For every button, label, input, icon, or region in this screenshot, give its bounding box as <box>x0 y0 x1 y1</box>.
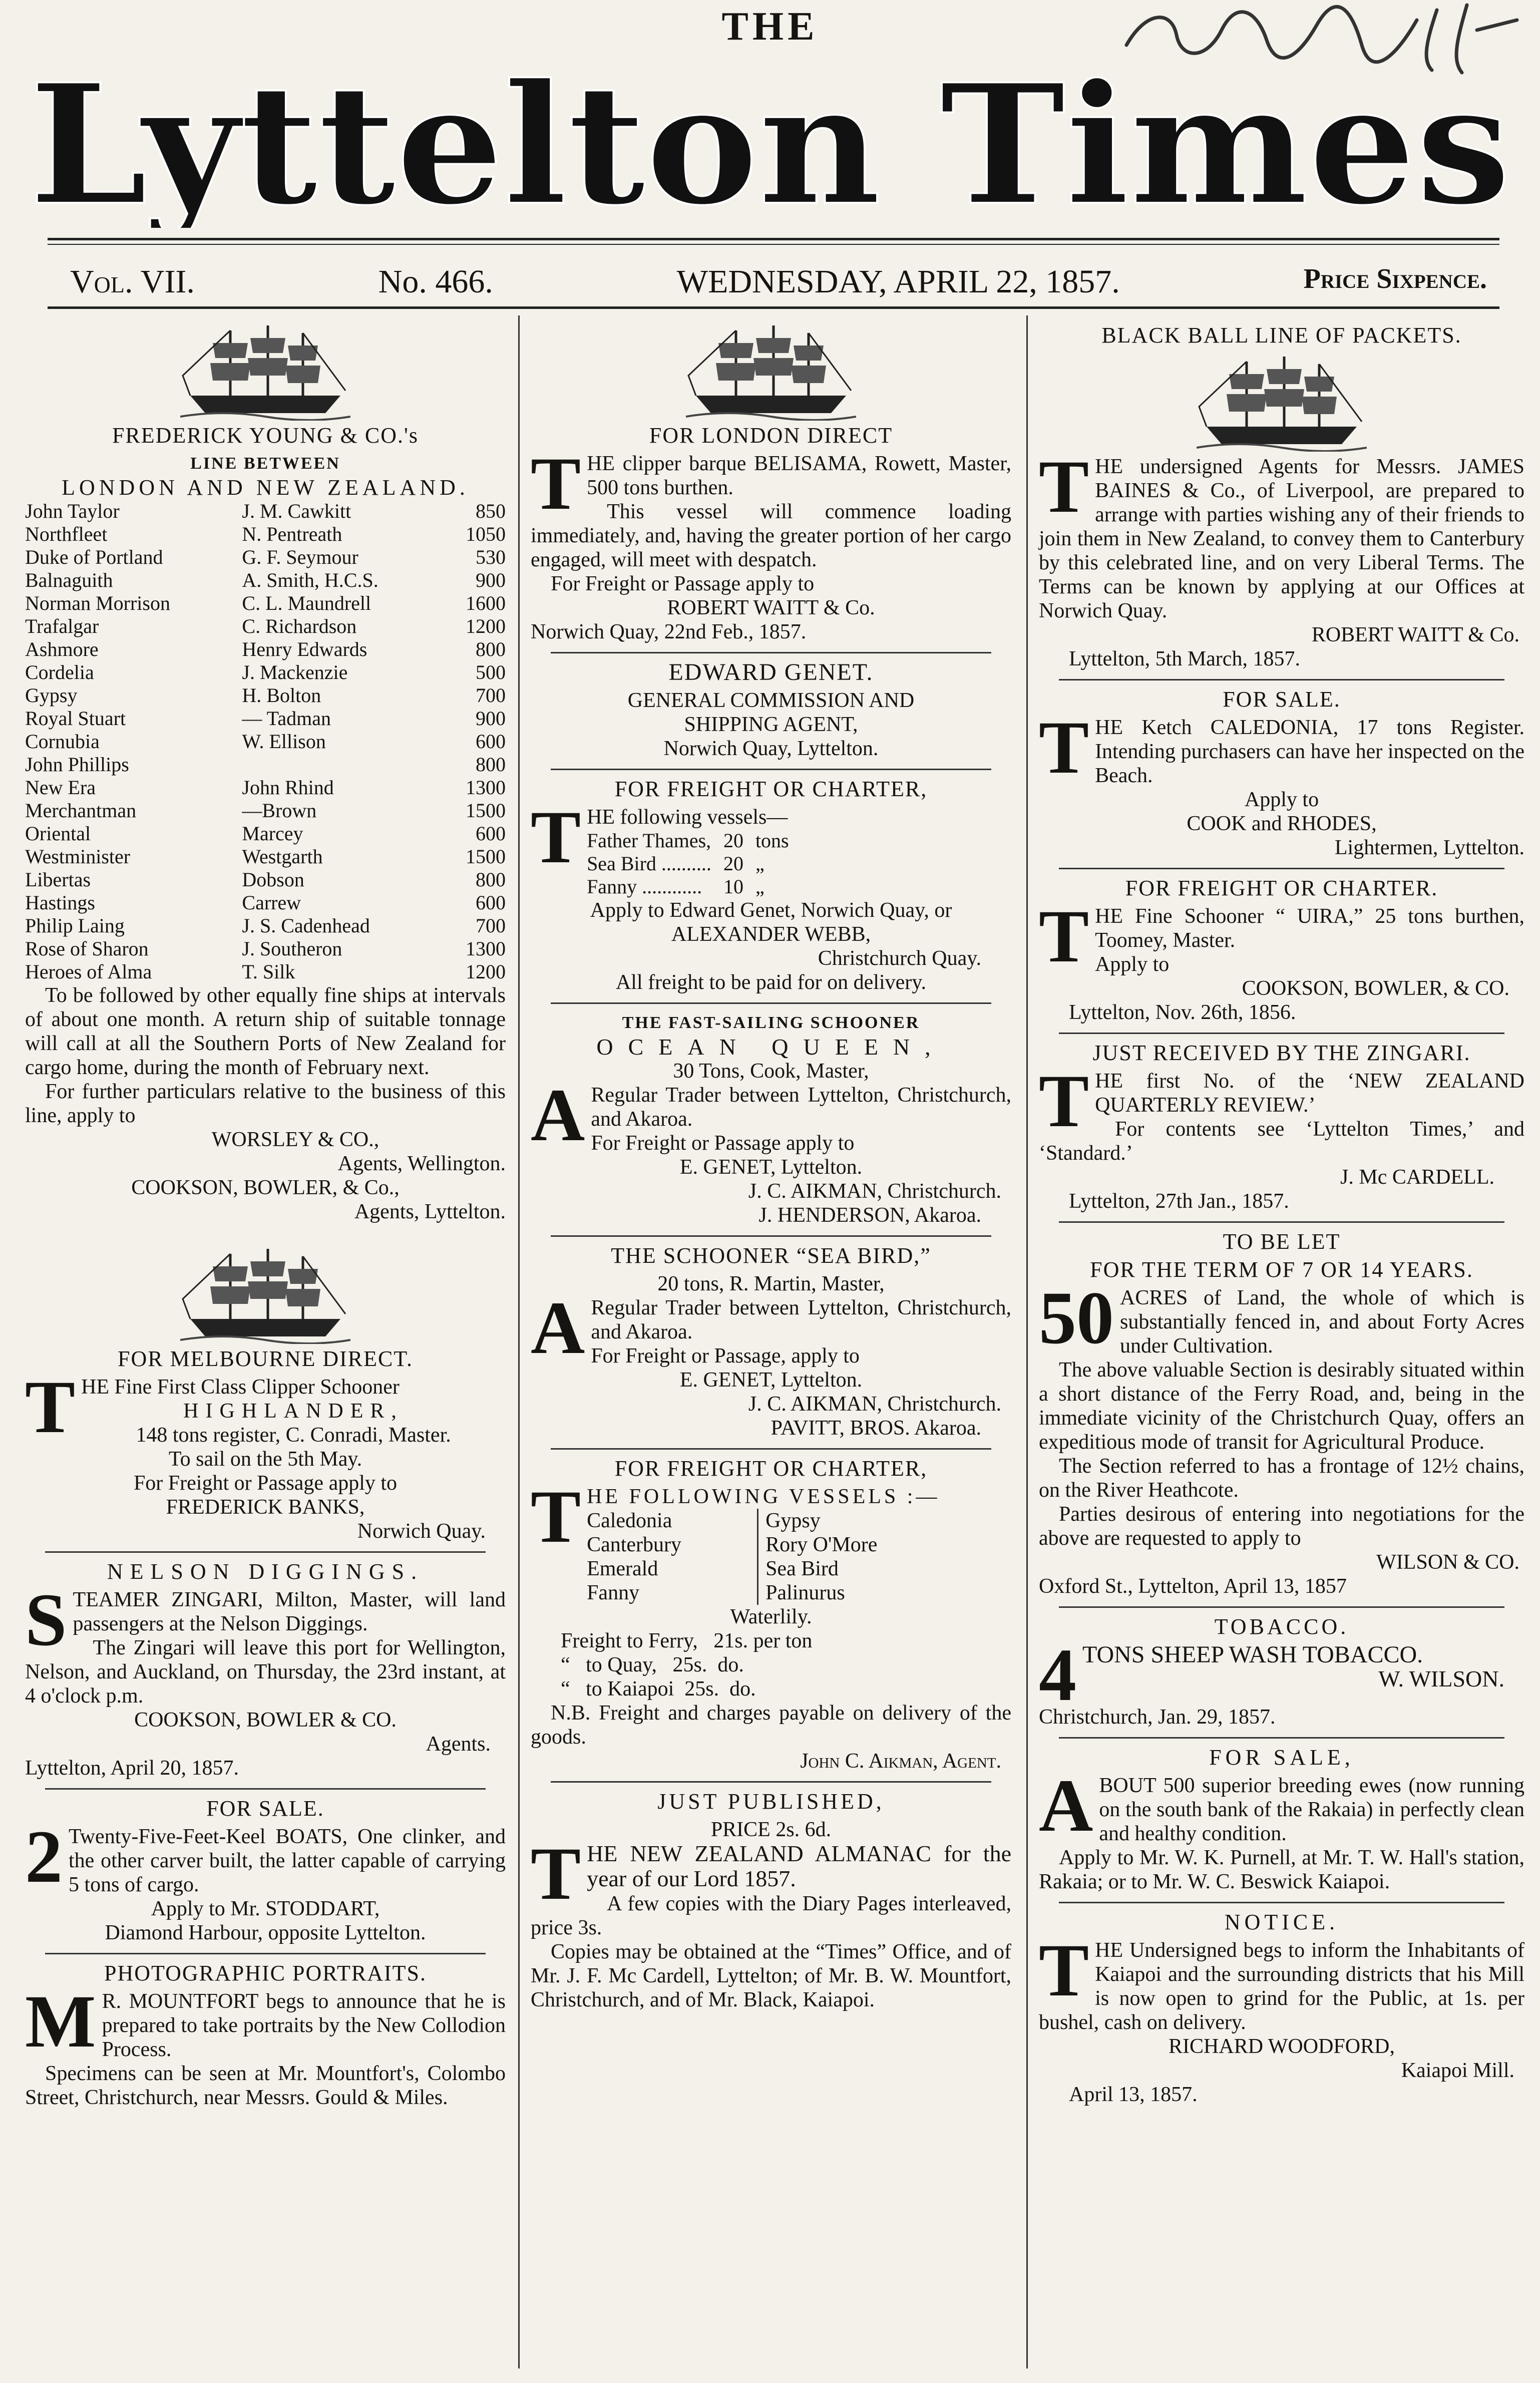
issue-date: WEDNESDAY, APRIL 22, 1857. <box>676 263 1120 300</box>
ship-row <box>25 753 506 776</box>
gen-name: EDWARD GENET. <box>668 659 874 686</box>
let-sub: FOR THE TERM OF 7 OR 14 YEARS. <box>1090 1257 1473 1282</box>
ship-name: Hastings <box>25 891 95 914</box>
fy-ship-table <box>25 500 506 983</box>
ship-name: Libertas <box>25 868 91 891</box>
gen-l2: SHIPPING AGENT, <box>684 713 858 736</box>
lon-p1: HE clipper barque BELISAMA, Rowett, Master, 500 tons burthen. <box>587 452 1011 499</box>
fr2-agent: John C. Aikman, Agent. <box>800 1750 1001 1773</box>
ship-tons: 700 <box>476 684 506 707</box>
let-p4: Parties desirous of entering into negotiations for the above are requested to apply to <box>1039 1503 1524 1550</box>
fr2-l0: HE FOLLOWING VESSELS :— <box>587 1485 940 1508</box>
fr1-agent: ALEXANDER WEBB, <box>671 923 871 946</box>
fr2-drop-cap: T <box>531 1475 581 1558</box>
vessel-cell: „ <box>755 852 764 875</box>
mel-addr: Norwich Quay. <box>357 1520 486 1543</box>
fy-agent-1: WORSLEY & CO., <box>211 1128 379 1151</box>
oq-pre: THE FAST-SAILING SCHOONER <box>622 1013 920 1032</box>
sale-title: FOR SALE. <box>206 1796 324 1821</box>
freight-rate: “ to Quay, 25s. do. <box>561 1653 744 1676</box>
ship-name: Heroes of Alma <box>25 960 152 983</box>
sale-p1: Twenty-Five-Feet-Keel BOATS, One clinker, and the other carver built, the latter capable of carrying 5 tons of cargo. <box>69 1825 506 1896</box>
fr2-title: FOR FREIGHT OR CHARTER, <box>614 1456 928 1481</box>
ship-name: Duke of Portland <box>25 546 163 568</box>
ship-row <box>25 845 506 868</box>
nel-role: Agents. <box>426 1733 491 1756</box>
ship-master: C. Richardson <box>242 615 357 637</box>
photo-drop-cap: M <box>25 1980 96 2063</box>
notice-drop-cap: T <box>1039 1929 1089 2012</box>
sb-a3: PAVITT, BROS. Akaroa. <box>771 1417 981 1440</box>
ship-tons: 800 <box>476 753 506 776</box>
freight-rate: “ to Kaiapoi 25s. do. <box>561 1677 756 1700</box>
nel-p2: The Zingari will leave this port for Wellington, Nelson, and Auckland, on Thursday, the 23rd instant, at 4 o'clock p.m. <box>25 1636 506 1708</box>
ship-master: Dobson <box>242 868 304 891</box>
sale-a1: Apply to Mr. STODDART, <box>151 1897 380 1920</box>
ship-name: Gypsy <box>25 684 78 707</box>
notice-title: NOTICE. <box>1224 1910 1339 1934</box>
ship-master: John Rhind <box>242 776 334 799</box>
tob-date: Christchurch, Jan. 29, 1857. <box>1039 1706 1276 1729</box>
fy-route: LONDON AND NEW ZEALAND. <box>62 475 469 500</box>
ship-master: T. Silk <box>242 960 295 983</box>
vessel-row <box>587 829 801 852</box>
ship-tons: 1300 <box>466 776 506 799</box>
uira-drop-cap: T <box>1039 895 1089 978</box>
fy-agent-2-place: Agents, Lyttelton. <box>354 1200 506 1223</box>
tob-drop-cap: 4 <box>1039 1633 1076 1717</box>
ship-master <box>242 753 446 776</box>
dateline <box>70 263 1487 303</box>
zing-drop-cap: T <box>1039 1060 1089 1143</box>
ship-name: Royal Stuart <box>25 707 126 730</box>
ship-master: J. Mackenzie <box>242 661 348 684</box>
ship-icon <box>686 320 856 421</box>
ship-name: John Phillips <box>25 753 129 776</box>
ship-tons: 1200 <box>466 960 506 983</box>
ship-name: Philip Laing <box>25 914 125 937</box>
ship-row <box>25 638 506 661</box>
ship-master: Marcey <box>242 822 303 845</box>
zing-p2: For contents see ‘Lyttelton Times,’ and ‘Standard.’ <box>1039 1118 1524 1165</box>
vessel-cell: „ <box>755 875 764 898</box>
ship-tons: 900 <box>476 707 506 730</box>
c3sale-role: Lightermen, Lyttelton. <box>1334 836 1524 859</box>
let-date: Oxford St., Lyttelton, April 13, 1857 <box>1039 1575 1347 1598</box>
ship-master: J. S. Cadenhead <box>242 914 370 937</box>
oq-a3: J. HENDERSON, Akaroa. <box>758 1204 981 1227</box>
sb-a2: J. C. AIKMAN, Christchurch. <box>748 1393 1001 1416</box>
fr1-title: FOR FREIGHT OR CHARTER, <box>614 777 928 801</box>
c3sale-title: FOR SALE. <box>1223 687 1341 712</box>
tob-title: TOBACCO. <box>1214 1614 1349 1639</box>
uira-date: Lyttelton, Nov. 26th, 1856. <box>1069 1001 1296 1024</box>
ship-master: W. Ellison <box>242 730 326 753</box>
bb-drop-cap: T <box>1039 445 1089 528</box>
zing-title: JUST RECEIVED BY THE ZINGARI. <box>1092 1041 1471 1065</box>
ship-row <box>25 661 506 684</box>
alm-price: PRICE 2s. 6d. <box>710 1818 832 1841</box>
sb-title: THE SCHOONER “SEA BIRD,” <box>611 1243 931 1268</box>
ship-row <box>25 730 506 753</box>
mel-title: FOR MELBOURNE DIRECT. <box>118 1346 413 1371</box>
ship-master: N. Pentreath <box>242 523 342 545</box>
top-rule-thin <box>48 244 1499 245</box>
ship-name: Westminister <box>25 845 131 868</box>
issue-number: No. 466. <box>378 263 493 300</box>
nel-drop-cap: S <box>25 1578 67 1661</box>
alm-l1: HE NEW ZEALAND ALMANAC for the year of our Lord 1857. <box>587 1841 1011 1891</box>
ship-tons: 1050 <box>466 523 506 545</box>
fy-line: LINE BETWEEN <box>190 454 340 473</box>
uira-l1: Apply to <box>1095 953 1170 976</box>
c3sale-l1: Apply to <box>1244 788 1319 811</box>
ship-row <box>25 799 506 822</box>
ship-icon <box>1197 352 1367 452</box>
ship-master: Carrew <box>242 891 301 914</box>
ship-tons: 850 <box>476 500 506 522</box>
ship-master: —Brown <box>242 799 317 822</box>
ship-tons: 600 <box>476 891 506 914</box>
ship-tons: 600 <box>476 822 506 845</box>
c3sale-drop-cap: T <box>1039 706 1089 789</box>
sb-a1: E. GENET, Lyttelton. <box>679 1369 863 1392</box>
ship-name: Northfleet <box>25 523 108 545</box>
oq-l2: Regular Trader between Lyttelton, Christchurch, and Akaroa. <box>591 1084 1011 1131</box>
ship-tons: 700 <box>476 914 506 937</box>
column-divider-1 <box>518 315 520 2368</box>
ship-row <box>25 615 506 638</box>
notice-p1: HE Undersigned begs to inform the Inhabitants of Kaiapoi and the surrounding districts that his Mill is now open to grind for the Public, at 1s. per bushel, cash on delivery. <box>1039 1939 1524 2034</box>
vessel-row <box>587 875 801 898</box>
tob-l1: TONS SHEEP WASH TOBACCO. <box>1082 1641 1423 1668</box>
gen-l1: GENERAL COMMISSION AND <box>627 689 915 712</box>
mel-l3: To sail on the 5th May. <box>168 1448 362 1471</box>
vessel-name: Rory O'More <box>765 1533 878 1556</box>
top-rule <box>48 238 1499 240</box>
notice-addr: Kaiapoi Mill. <box>1401 2059 1514 2082</box>
ewes-p2: Apply to Mr. W. K. Purnell, at Mr. T. W. Hall's station, Rakaia; or to Mr. W. C. Beswick Kaiapoi. <box>1039 1846 1524 1893</box>
ship-row <box>25 891 506 914</box>
vessel-name: Sea Bird <box>765 1557 839 1580</box>
ship-row <box>25 684 506 707</box>
ship-name: Rose of Sharon <box>25 937 149 960</box>
ship-row <box>25 523 506 546</box>
ship-tons: 800 <box>476 638 506 660</box>
gen-addr: Norwich Quay, Lyttelton. <box>663 737 879 760</box>
fy-title: FREDERICK YOUNG & CO.'s <box>112 423 419 448</box>
uira-title: FOR FREIGHT OR CHARTER. <box>1125 876 1438 900</box>
ship-name: Oriental <box>25 822 91 845</box>
vessel-name: Canterbury <box>587 1533 682 1556</box>
ship-master: H. Bolton <box>242 684 321 707</box>
ship-row <box>25 546 506 569</box>
ship-row <box>25 868 506 891</box>
ship-tons: 800 <box>476 868 506 891</box>
ship-row <box>25 776 506 799</box>
oq-a1: E. GENET, Lyttelton. <box>679 1156 863 1179</box>
ship-name: Cordelia <box>25 661 94 684</box>
dateline-rule <box>48 306 1499 309</box>
sb-l1: 20 tons, R. Martin, Master, <box>657 1272 885 1295</box>
lon-p2: This vessel will commence loading immediately, and, having the greater portion of her cargo engaged, will meet with despatch. <box>531 500 1011 571</box>
ewes-p1: BOUT 500 superior breeding ewes (now running on the south bank of the Rakaia) in perfectly clean and healthy condition. <box>1099 1774 1524 1845</box>
bb-agent: ROBERT WAITT & Co. <box>1311 623 1519 646</box>
column-divider-2 <box>1026 315 1028 2368</box>
sb-l2: Regular Trader between Lyttelton, Christchurch, and Akaroa. <box>591 1296 1011 1343</box>
notice-agent: RICHARD WOODFORD, <box>1169 2035 1395 2058</box>
ship-master: C. L. Maundrell <box>242 592 371 614</box>
masthead-title <box>10 48 1530 228</box>
ship-master: A. Smith, H.C.S. <box>242 569 378 591</box>
ship-tons: 600 <box>476 730 506 753</box>
c3sale-p1: HE Ketch CALEDONIA, 17 tons Register. Intending purchasers can have her inspected on the Beach. <box>1095 716 1524 787</box>
vessel-cell: tons <box>755 829 789 852</box>
ship-master: J. M. Cawkitt <box>242 500 351 522</box>
vessel-cell: Father Thames, <box>587 829 711 852</box>
mel-l1: HE Fine First Class Clipper Schooner <box>81 1376 400 1399</box>
ship-tons: 1600 <box>466 592 506 614</box>
photo-p2: Specimens can be seen at Mr. Mountfort's, Colombo Street, Christchurch, near Messrs. Gould & Miles. <box>25 2062 506 2109</box>
oq-name: OCEAN QUEEN, <box>596 1034 946 1060</box>
ship-master: — Tadman <box>242 707 331 730</box>
nel-date: Lyttelton, April 20, 1857. <box>25 1757 239 1780</box>
ship-master: Henry Edwards <box>242 638 367 660</box>
ship-tons: 900 <box>476 569 506 591</box>
oq-a2: J. C. AIKMAN, Christchurch. <box>748 1180 1001 1203</box>
ship-row <box>25 569 506 592</box>
alm-p2: Copies may be obtained at the “Times” Office, and of Mr. J. F. Mc Cardell, Lyttelton; of Mr. B. W. Mountfort, Christchurch, and of Mr. Black, Kaiapoi. <box>531 1940 1011 2011</box>
ship-row <box>25 937 506 960</box>
ewes-drop-cap: A <box>1039 1764 1093 1847</box>
vessel-name: Fanny <box>587 1581 640 1604</box>
oq-drop-cap: A <box>531 1074 585 1157</box>
nel-agent: COOKSON, BOWLER & CO. <box>134 1709 397 1732</box>
vessel-cell: 10 <box>723 875 743 898</box>
mel-l4: For Freight or Passage apply to <box>133 1472 398 1495</box>
column-3 <box>1039 320 1524 2373</box>
ship-master: J. Southeron <box>242 937 342 960</box>
notice-date: April 13, 1857. <box>1069 2083 1198 2106</box>
ship-tons: 500 <box>476 661 506 684</box>
ship-row <box>25 592 506 615</box>
zing-agent: J. Mc CARDELL. <box>1340 1166 1494 1189</box>
fr1-drop-cap: T <box>531 796 581 879</box>
mel-agent: FREDERICK BANKS, <box>166 1496 365 1519</box>
ship-name: Merchantman <box>25 799 137 822</box>
oq-l1: 30 Tons, Cook, Master, <box>673 1060 869 1083</box>
vessel-row <box>587 852 801 875</box>
vessel-cell: Sea Bird .......... <box>587 852 711 875</box>
ship-row <box>25 707 506 730</box>
ship-name: Norman Morrison <box>25 592 170 614</box>
vessel-name: Gypsy <box>765 1509 821 1532</box>
tob-agent: W. WILSON. <box>1378 1666 1504 1691</box>
mel-l2: 148 tons register, C. Conradi, Master. <box>136 1424 451 1447</box>
ship-name: New Era <box>25 776 96 799</box>
fy-p1: To be followed by other equally fine ships at intervals of about one month. A return ship of suitable tonnage will call at all the Southern Ports of New Zealand for cargo home, during the month of February next. <box>25 984 506 1079</box>
zing-p1: HE first No. of the ‘NEW ZEALAND QUARTERLY REVIEW.’ <box>1095 1070 1524 1117</box>
ship-row <box>25 500 506 523</box>
zing-date: Lyttelton, 27th Jan., 1857. <box>1069 1190 1289 1213</box>
ship-tons: 1300 <box>466 937 506 960</box>
mel-drop-cap: T <box>25 1366 76 1449</box>
mel-ship-name: HIGHLANDER, <box>183 1400 404 1423</box>
ship-name: Cornubia <box>25 730 100 753</box>
vessel-name: Caledonia <box>587 1509 672 1532</box>
uira-p1: HE Fine Schooner “ UIRA,” 25 tons burthen, Toomey, Master. <box>1095 905 1524 952</box>
masthead-the: THE <box>721 5 819 49</box>
lon-date: Norwich Quay, 22nd Feb., 1857. <box>531 620 807 643</box>
alm-p1: A few copies with the Diary Pages interleaved, price 3s. <box>531 1892 1011 1939</box>
photo-title: PHOTOGRAPHIC PORTRAITS. <box>104 1961 427 1985</box>
vessel-cell: 20 <box>723 829 743 852</box>
fy-agent-1-place: Agents, Wellington. <box>337 1152 506 1175</box>
ship-master: Westgarth <box>242 845 323 868</box>
column-2 <box>531 320 1011 2373</box>
ship-name: John Taylor <box>25 500 120 522</box>
ship-row <box>25 914 506 937</box>
vessel-cell: 20 <box>723 852 743 875</box>
sb-l3: For Freight or Passage, apply to <box>591 1344 860 1368</box>
let-title: TO BE LET <box>1223 1229 1341 1254</box>
ship-master: G. F. Seymour <box>242 546 358 568</box>
sale-a2: Diamond Harbour, opposite Lyttelton. <box>105 1921 426 1944</box>
column-1 <box>25 320 506 2373</box>
fr1-p2: All freight to be paid for on delivery. <box>615 971 927 994</box>
ship-icon <box>180 1244 350 1344</box>
vessel-name: Palinurus <box>765 1581 845 1604</box>
let-p2: The above valuable Section is desirably situated within a short distance of the Ferry Road, and, being in the immediate vicinity of the Christchurch Quay, offers an expeditious mode of transit for Agricultural Produce. <box>1039 1358 1524 1454</box>
lon-drop-cap: T <box>531 442 581 525</box>
ship-tons: 1500 <box>466 799 506 822</box>
masthead-title-text: Lyttelton Times <box>29 48 1511 228</box>
let-agent: WILSON & CO. <box>1376 1551 1519 1574</box>
ship-name: Ashmore <box>25 638 99 660</box>
alm-title: JUST PUBLISHED, <box>657 1789 885 1814</box>
lon-title: FOR LONDON DIRECT <box>649 423 893 448</box>
oq-l3: For Freight or Passage apply to <box>591 1132 855 1155</box>
fr1-addr: Christchurch Quay. <box>818 947 981 970</box>
fr2-last: Waterlily. <box>730 1605 812 1628</box>
bb-p1: HE undersigned Agents for Messrs. JAMES BAINES & Co., of Liverpool, are prepared to arrange with parties wishing any of their friends to join them in New Zealand, to convey them to Canterbury by this celebrated line, and on very Liberal Terms. The Terms can be known by applying at our Offices at Norwich Quay. <box>1039 455 1524 622</box>
fr1-p1: Apply to Edward Genet, Norwich Quay, or <box>590 899 952 922</box>
lon-p3: For Freight or Passage apply to <box>551 572 815 595</box>
uira-agent: COOKSON, BOWLER, & CO. <box>1242 977 1509 1000</box>
photo-p1: R. MOUNTFORT begs to announce that he is prepared to take portraits by the New Collodion Process. <box>102 1990 506 2061</box>
let-p1: ACRES of Land, the whole of which is substantially fenced in, and about Forty Acres under Cultivation. <box>1120 1286 1524 1357</box>
price: Price Sixpence. <box>1303 263 1487 294</box>
nel-p1: TEAMER ZINGARI, Milton, Master, will land passengers at the Nelson Diggings. <box>73 1588 506 1635</box>
ship-row <box>25 960 506 983</box>
lon-agent: ROBERT WAITT & Co. <box>667 596 875 619</box>
vessel-cell: Fanny ............ <box>587 875 702 898</box>
fr1-l0: HE following vessels— <box>587 806 788 829</box>
alm-drop-cap: T <box>531 1832 581 1915</box>
ship-name: Balnaguith <box>25 569 113 591</box>
bb-date: Lyttelton, 5th March, 1857. <box>1069 647 1300 670</box>
volume: Vol. VII. <box>70 263 195 300</box>
fy-agent-2: COOKSON, BOWLER, & Co., <box>131 1176 400 1199</box>
ship-tons: 1200 <box>466 615 506 637</box>
let-p3: The Section referred to has a frontage of 12½ chains, on the River Heathcote. <box>1039 1455 1524 1502</box>
ship-icon <box>180 320 350 421</box>
sb-drop-cap: A <box>531 1286 585 1370</box>
vessel-name: Emerald <box>587 1557 658 1580</box>
fr2-vessel-list <box>587 1509 1011 1605</box>
fr1-vessels <box>587 829 801 898</box>
nel-title: NELSON DIGGINGS. <box>107 1559 424 1584</box>
bb-title: BLACK BALL LINE OF PACKETS. <box>1101 323 1462 348</box>
sale-drop-cap: 2 <box>25 1815 63 1898</box>
fy-p2: For further particulars relative to the business of this line, apply to <box>25 1080 506 1127</box>
freight-rate: Freight to Ferry, 21s. per ton <box>561 1629 813 1652</box>
fr2-nb: N.B. Freight and charges payable on delivery of the goods. <box>531 1701 1011 1749</box>
let-drop-cap: 50 <box>1039 1276 1114 1359</box>
ship-tons: 1500 <box>466 845 506 868</box>
ship-name: Trafalgar <box>25 615 99 637</box>
ewes-title: FOR SALE, <box>1209 1745 1354 1770</box>
ship-row <box>25 822 506 845</box>
c3sale-agent: COOK and RHODES, <box>1187 812 1377 835</box>
ship-tons: 530 <box>476 546 506 568</box>
